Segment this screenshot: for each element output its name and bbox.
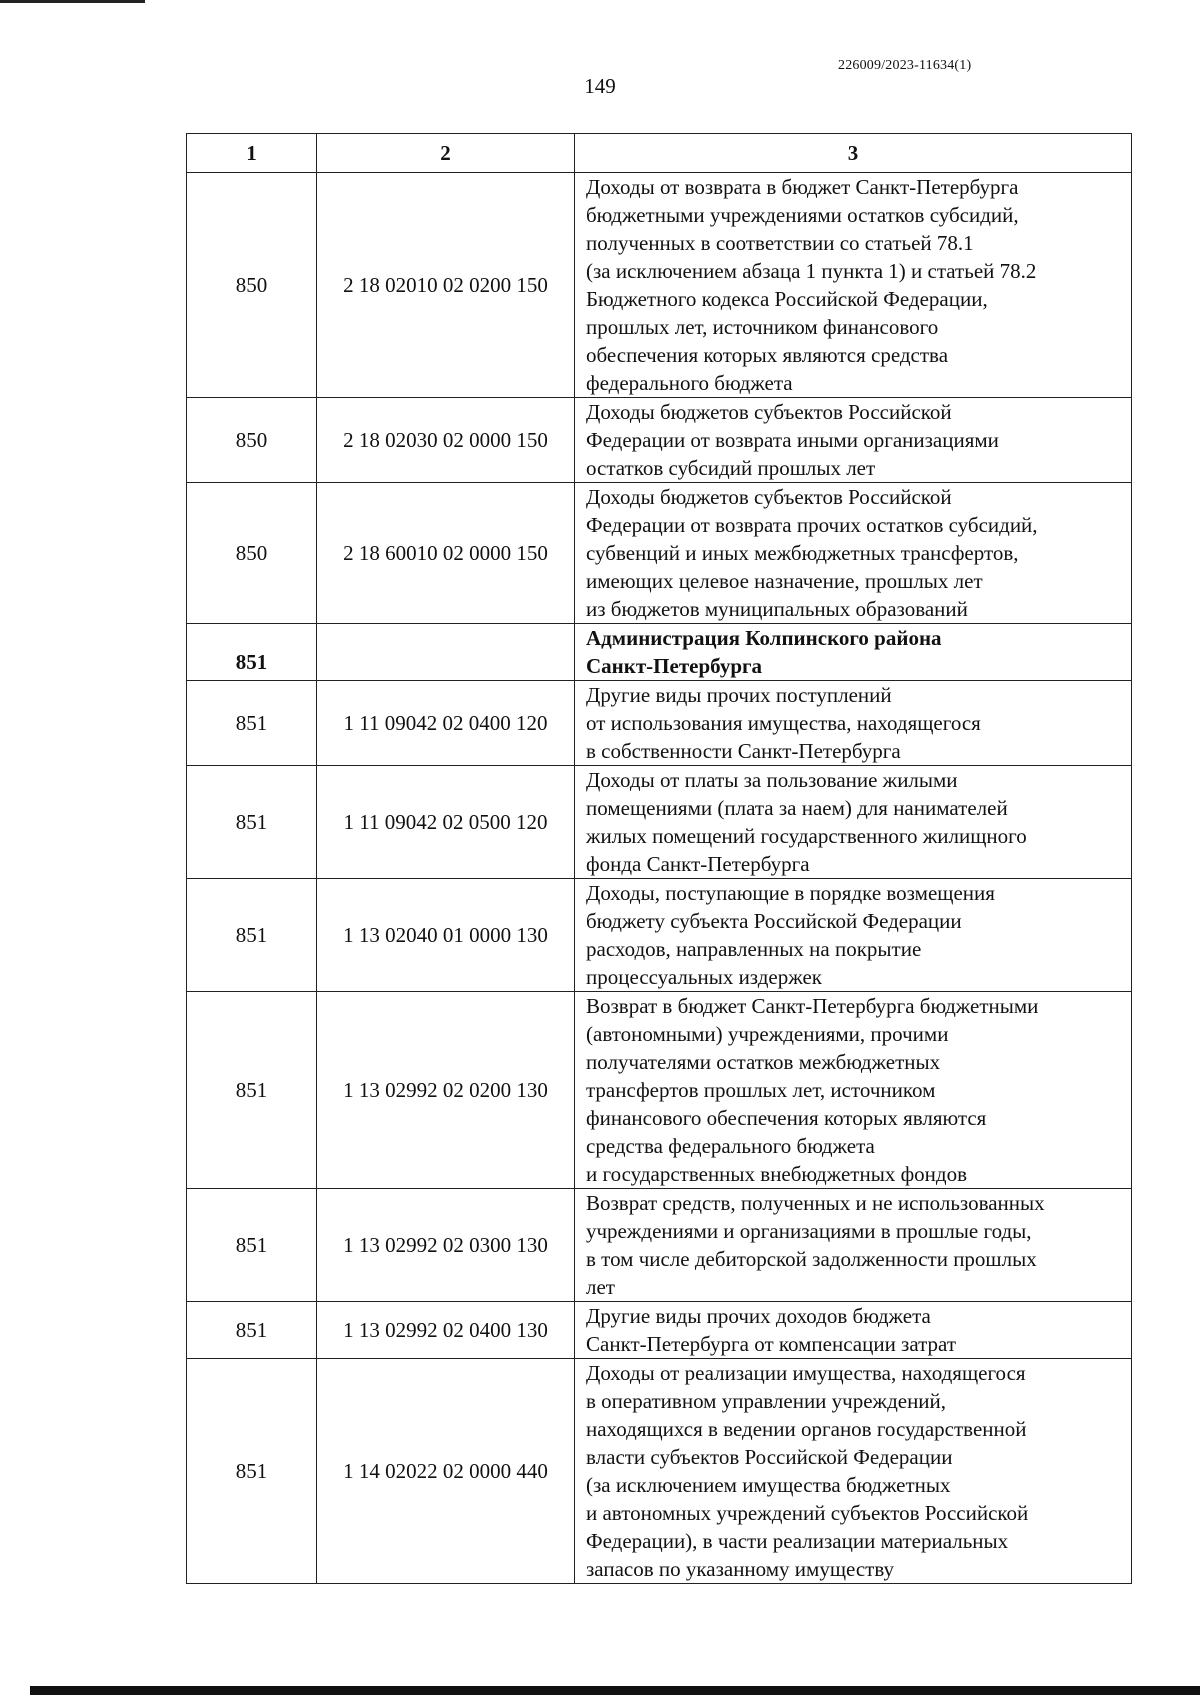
table-row <box>187 992 1132 1189</box>
revenue-description-cell: Другие виды прочих доходов бюджета Санкт-Петербурга от компенсации затрат <box>575 1302 1132 1359</box>
revenue-description-cell: Другие виды прочих поступлений от использования имущества, находящегося в собственности Санкт-Петербурга <box>575 681 1132 766</box>
table-row <box>187 173 1132 398</box>
table-row <box>187 483 1132 624</box>
table-row <box>187 398 1132 483</box>
budget-classification-code-cell: 1 14 02022 02 0000 440 <box>317 1359 575 1584</box>
document-id: 226009/2023-11634(1) <box>838 58 972 73</box>
admin-code-cell: 851 <box>187 624 317 681</box>
budget-classification-code-cell: 2 18 02010 02 0200 150 <box>317 173 575 398</box>
section-title-cell: Администрация Колпинского района Санкт-Петербурга <box>575 624 1132 681</box>
table-header-row <box>187 134 1132 173</box>
admin-code-cell: 851 <box>187 1189 317 1302</box>
page-number: 149 <box>584 74 616 98</box>
table-row <box>187 766 1132 879</box>
table-row <box>187 1359 1132 1584</box>
budget-classification-code-cell: 2 18 02030 02 0000 150 <box>317 398 575 483</box>
revenue-description-cell: Возврат средств, полученных и не использованных учреждениями и организациями в прошлые годы, в том числе дебиторской задолженности прошлых лет <box>575 1189 1132 1302</box>
admin-code-cell: 851 <box>187 681 317 766</box>
column-header-1: 1 <box>187 134 317 173</box>
revenue-description-cell: Доходы от возврата в бюджет Санкт-Петербурга бюджетными учреждениями остатков субсидий, полученных в соответствии со статьей 78.1 (за исключением абзаца 1 пункта 1) и статьей 78.2 Бюджетного кодекса Российской Федерации, прошлых лет, источником финансового обеспечения которых являются средства федерального бюджета <box>575 173 1132 398</box>
revenue-description-cell: Доходы бюджетов субъектов Российской Федерации от возврата прочих остатков субсидий, субвенций и иных межбюджетных трансфертов, имеющих целевое назначение, прошлых лет из бюджетов муниципальных образований <box>575 483 1132 624</box>
admin-code-cell: 850 <box>187 398 317 483</box>
admin-code-cell: 851 <box>187 992 317 1189</box>
budget-classification-code-cell: 1 11 09042 02 0500 120 <box>317 766 575 879</box>
admin-code-cell: 851 <box>187 766 317 879</box>
admin-code-cell: 851 <box>187 879 317 992</box>
revenue-description-cell: Возврат в бюджет Санкт-Петербурга бюджетными (автономными) учреждениями, прочими получателями остатков межбюджетных трансфертов прошлых лет, источником финансового обеспечения которых являются средства федерального бюджета и государственных внебюджетных фондов <box>575 992 1132 1189</box>
table-row <box>187 1189 1132 1302</box>
top-scan-rule <box>0 0 145 3</box>
admin-code-cell: 850 <box>187 483 317 624</box>
bottom-scan-rule <box>30 1686 1200 1695</box>
budget-code-table <box>186 133 1132 1584</box>
revenue-description-cell: Доходы бюджетов субъектов Российской Федерации от возврата иными организациями остатков субсидий прошлых лет <box>575 398 1132 483</box>
column-header-3: 3 <box>575 134 1132 173</box>
budget-classification-code-cell: 1 13 02992 02 0300 130 <box>317 1189 575 1302</box>
budget-classification-code-cell: 1 13 02040 01 0000 130 <box>317 879 575 992</box>
revenue-description-cell: Доходы, поступающие в порядке возмещения бюджету субъекта Российской Федерации расходов, направленных на покрытие процессуальных издержек <box>575 879 1132 992</box>
budget-classification-code-cell: 2 18 60010 02 0000 150 <box>317 483 575 624</box>
budget-code-table-wrapper <box>186 133 1131 1584</box>
table-row <box>187 681 1132 766</box>
table-row <box>187 1302 1132 1359</box>
budget-classification-code-cell: 1 13 02992 02 0400 130 <box>317 1302 575 1359</box>
revenue-description-cell: Доходы от платы за пользование жилыми помещениями (плата за наем) для нанимателей жилых помещений государственного жилищного фонда Санкт-Петербурга <box>575 766 1132 879</box>
admin-code-cell: 851 <box>187 1302 317 1359</box>
budget-classification-code-cell: 1 13 02992 02 0200 130 <box>317 992 575 1189</box>
revenue-description-cell: Доходы от реализации имущества, находящегося в оперативном управлении учреждений, находящихся в ведении органов государственной власти субъектов Российской Федерации (за исключением имущества бюджетных и автономных учреждений субъектов Российской Федерации), в части реализации материальных запасов по указанному имуществу <box>575 1359 1132 1584</box>
budget-classification-code-cell <box>317 624 575 681</box>
admin-code-cell: 850 <box>187 173 317 398</box>
budget-classification-code-cell: 1 11 09042 02 0400 120 <box>317 681 575 766</box>
table-row <box>187 879 1132 992</box>
column-header-2: 2 <box>317 134 575 173</box>
admin-code-cell: 851 <box>187 1359 317 1584</box>
table-section-row <box>187 624 1132 681</box>
table-body <box>187 173 1132 1584</box>
